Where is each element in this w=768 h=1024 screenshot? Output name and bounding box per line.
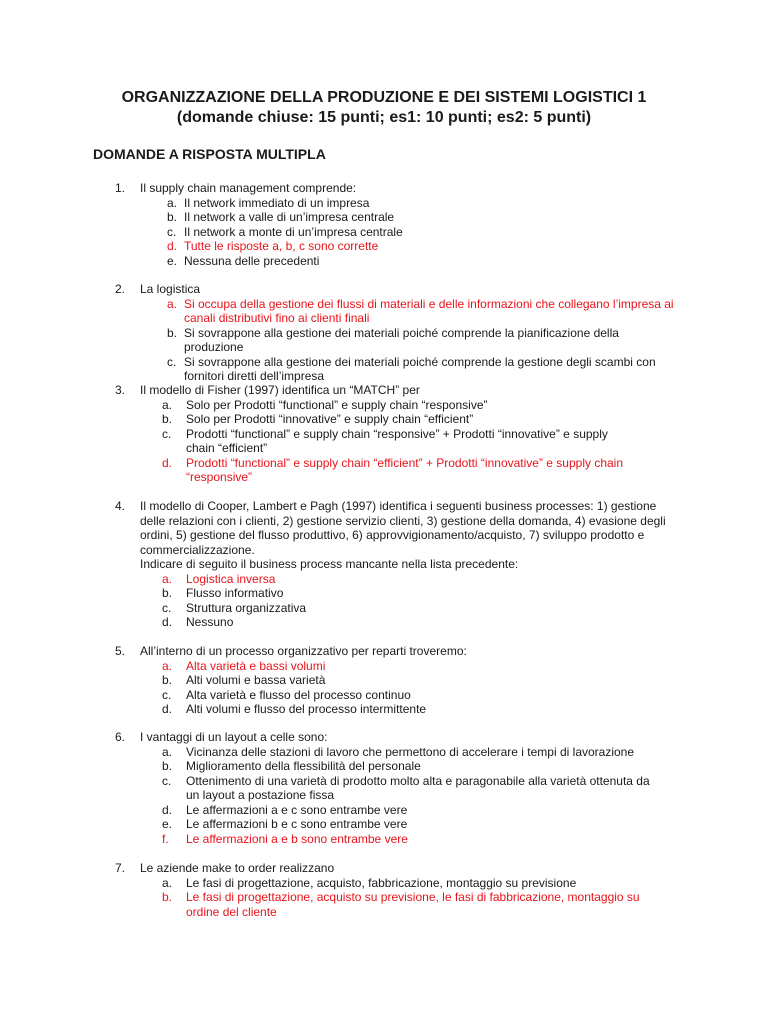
option-label: a. xyxy=(167,296,178,311)
answer-option-correct xyxy=(162,455,636,485)
question-body xyxy=(140,499,680,630)
section-title: DOMANDE A RISPOSTA MULTIPLA xyxy=(93,146,326,162)
question-text: La logistica xyxy=(140,282,201,296)
answer-option-correct xyxy=(162,571,636,587)
option-text: Il network a valle di un’impresa centrale xyxy=(184,210,395,224)
answer-option xyxy=(162,702,636,717)
answer-option xyxy=(162,426,636,456)
option-label: b. xyxy=(162,759,173,773)
answer-option xyxy=(162,397,636,413)
option-text: Alta varietà e bassi volumi xyxy=(186,658,326,673)
option-text: Le affermazioni b e c sono entrambe vere xyxy=(186,817,408,831)
answer-option xyxy=(167,354,674,384)
option-text: Nessuno xyxy=(186,615,234,629)
answer-option xyxy=(162,687,636,703)
answer-option xyxy=(162,759,666,774)
answer-option xyxy=(162,817,666,832)
option-text: Le affermazioni a e b sono entrambe vere xyxy=(186,831,408,846)
answer-option-correct xyxy=(167,239,604,254)
answer-option xyxy=(162,802,666,818)
option-label: c. xyxy=(162,600,172,615)
answer-option xyxy=(162,586,636,601)
question-body xyxy=(140,181,680,268)
question-number: 1. xyxy=(115,181,126,195)
question-body xyxy=(140,282,680,384)
option-label: c. xyxy=(162,687,172,702)
question-text: All’interno di un processo organizzativo per reparti troveremo: xyxy=(140,644,467,658)
option-text: Alti volumi e bassa varietà xyxy=(186,673,326,687)
option-text: Ottenimento di una varietà di prodotto molto alta e paragonabile alla varietà ottenuta da un layout a postazione fissa xyxy=(186,773,650,802)
answer-option-correct xyxy=(162,658,636,674)
option-text: Si occupa della gestione dei flussi di materiali e delle informazioni che collegano l’impresa ai canali distributivi fino ai clienti finali xyxy=(184,296,674,325)
answer-option xyxy=(162,615,636,630)
answer-option xyxy=(162,412,636,427)
question-number: 6. xyxy=(115,730,126,744)
answer-option xyxy=(162,875,666,891)
answer-option xyxy=(167,195,604,211)
answer-option xyxy=(162,744,666,760)
option-text: Si sovrappone alla gestione dei materiali poiché comprende la gestione degli scambi con fornitori diretti dell’impresa xyxy=(184,354,656,383)
option-label: b. xyxy=(162,586,173,600)
option-label: b. xyxy=(167,325,178,340)
option-label: c. xyxy=(162,426,172,441)
question-number: 5. xyxy=(115,644,126,658)
question-text: Il modello di Fisher (1997) identifica un “MATCH” per xyxy=(140,383,420,397)
option-label: d. xyxy=(167,239,178,253)
answer-option-correct xyxy=(162,831,666,847)
option-label: a. xyxy=(162,571,173,586)
document-title: ORGANIZZAZIONE DELLA PRODUZIONE E DEI SISTEMI LOGISTICI 1 xyxy=(121,89,647,106)
option-text: Le affermazioni a e c sono entrambe vere xyxy=(186,802,408,817)
option-text: Il network a monte di un’impresa centrale xyxy=(184,224,403,239)
question-text: Il supply chain management comprende: xyxy=(140,181,357,195)
option-text: Tutte le risposte a, b, c sono corrette xyxy=(184,239,379,253)
answer-option-correct xyxy=(167,296,674,326)
option-label: c. xyxy=(167,224,177,239)
option-text: Flusso informativo xyxy=(186,586,284,600)
answer-option xyxy=(167,224,604,240)
option-label: a. xyxy=(167,195,178,210)
option-label: a. xyxy=(162,397,173,412)
option-label: e. xyxy=(162,817,173,831)
option-label: d. xyxy=(162,702,173,716)
option-text: Prodotti “functional” e supply chain “efficient” + Prodotti “innovative” e supply chain “responsive” xyxy=(186,455,624,484)
option-label: b. xyxy=(162,890,173,904)
answer-option xyxy=(162,600,636,616)
option-label: c. xyxy=(162,773,172,788)
question-number: 2. xyxy=(115,282,126,296)
answer-option xyxy=(167,210,604,225)
option-label: d. xyxy=(162,802,173,817)
option-label: d. xyxy=(162,455,173,470)
option-label: b. xyxy=(162,673,173,687)
option-text: Si sovrappone alla gestione dei materiali poiché comprende la pianificazione della produzione xyxy=(184,325,619,354)
question-body xyxy=(140,383,680,485)
question-text: I vantaggi di un layout a celle sono: xyxy=(140,730,328,744)
option-label: a. xyxy=(162,875,173,890)
question-number: 4. xyxy=(115,499,126,513)
option-text: Logistica inversa xyxy=(186,571,276,586)
option-text: Solo per Prodotti “functional” e supply chain “responsive” xyxy=(186,397,488,412)
option-text: Nessuna delle precedenti xyxy=(184,253,320,268)
question-body xyxy=(140,730,680,846)
option-label: e. xyxy=(167,253,178,268)
answer-option xyxy=(162,773,666,803)
document-subtitle: (domande chiuse: 15 punti; es1: 10 punti; es2: 5 punti) xyxy=(176,109,592,126)
question-body xyxy=(140,644,680,717)
answer-option-correct xyxy=(162,890,666,919)
option-label: b. xyxy=(167,210,178,224)
option-text: Struttura organizzativa xyxy=(186,600,307,615)
option-text: Le fasi di progettazione, acquisto, fabbricazione, montaggio su previsione xyxy=(186,875,577,890)
option-text: Le fasi di progettazione, acquisto su previsione, le fasi di fabbricazione, montaggio su ordine del cliente xyxy=(186,890,640,919)
answer-option xyxy=(162,673,636,688)
option-text: Alta varietà e flusso del processo continuo xyxy=(186,687,411,702)
question-number: 3. xyxy=(115,383,126,397)
option-text: Alti volumi e flusso del processo intermittente xyxy=(186,702,427,716)
option-label: d. xyxy=(162,615,173,629)
question-text: Il modello di Cooper, Lambert e Pagh (1997) identifica i seguenti business processes: 1) gestione delle relazioni con i clienti, 2) gestione servizio clienti, 3) gestione della domanda, 4) evasione degli ordini, 5) gestione del flusso produttivo, 6) approvvigionamento/acquisto, 7) sviluppo prodotto e commercializzazione. xyxy=(140,499,666,557)
question-number: 7. xyxy=(115,861,126,875)
option-label: b. xyxy=(162,412,173,426)
question-body xyxy=(140,861,680,919)
option-label: a. xyxy=(162,744,173,759)
option-text: Prodotti “functional” e supply chain “responsive” + Prodotti “innovative” e supply chain “efficient” xyxy=(186,426,608,455)
option-text: Vicinanza delle stazioni di lavoro che permettono di accelerare i tempi di lavorazione xyxy=(186,744,635,759)
answer-option xyxy=(167,253,604,269)
option-text: Miglioramento della flessibilità del personale xyxy=(186,759,421,773)
option-text: Solo per Prodotti “innovative” e supply chain “efficient” xyxy=(186,412,474,426)
option-label: a. xyxy=(162,658,173,673)
option-label: f. xyxy=(162,831,169,846)
answer-option xyxy=(167,325,674,355)
question-instruction: Indicare di seguito il business process mancante nella lista precedente: xyxy=(140,557,519,571)
option-text: Il network immediato di un impresa xyxy=(184,195,370,210)
option-label: c. xyxy=(167,354,177,369)
question-text: Le aziende make to order realizzano xyxy=(140,861,335,875)
